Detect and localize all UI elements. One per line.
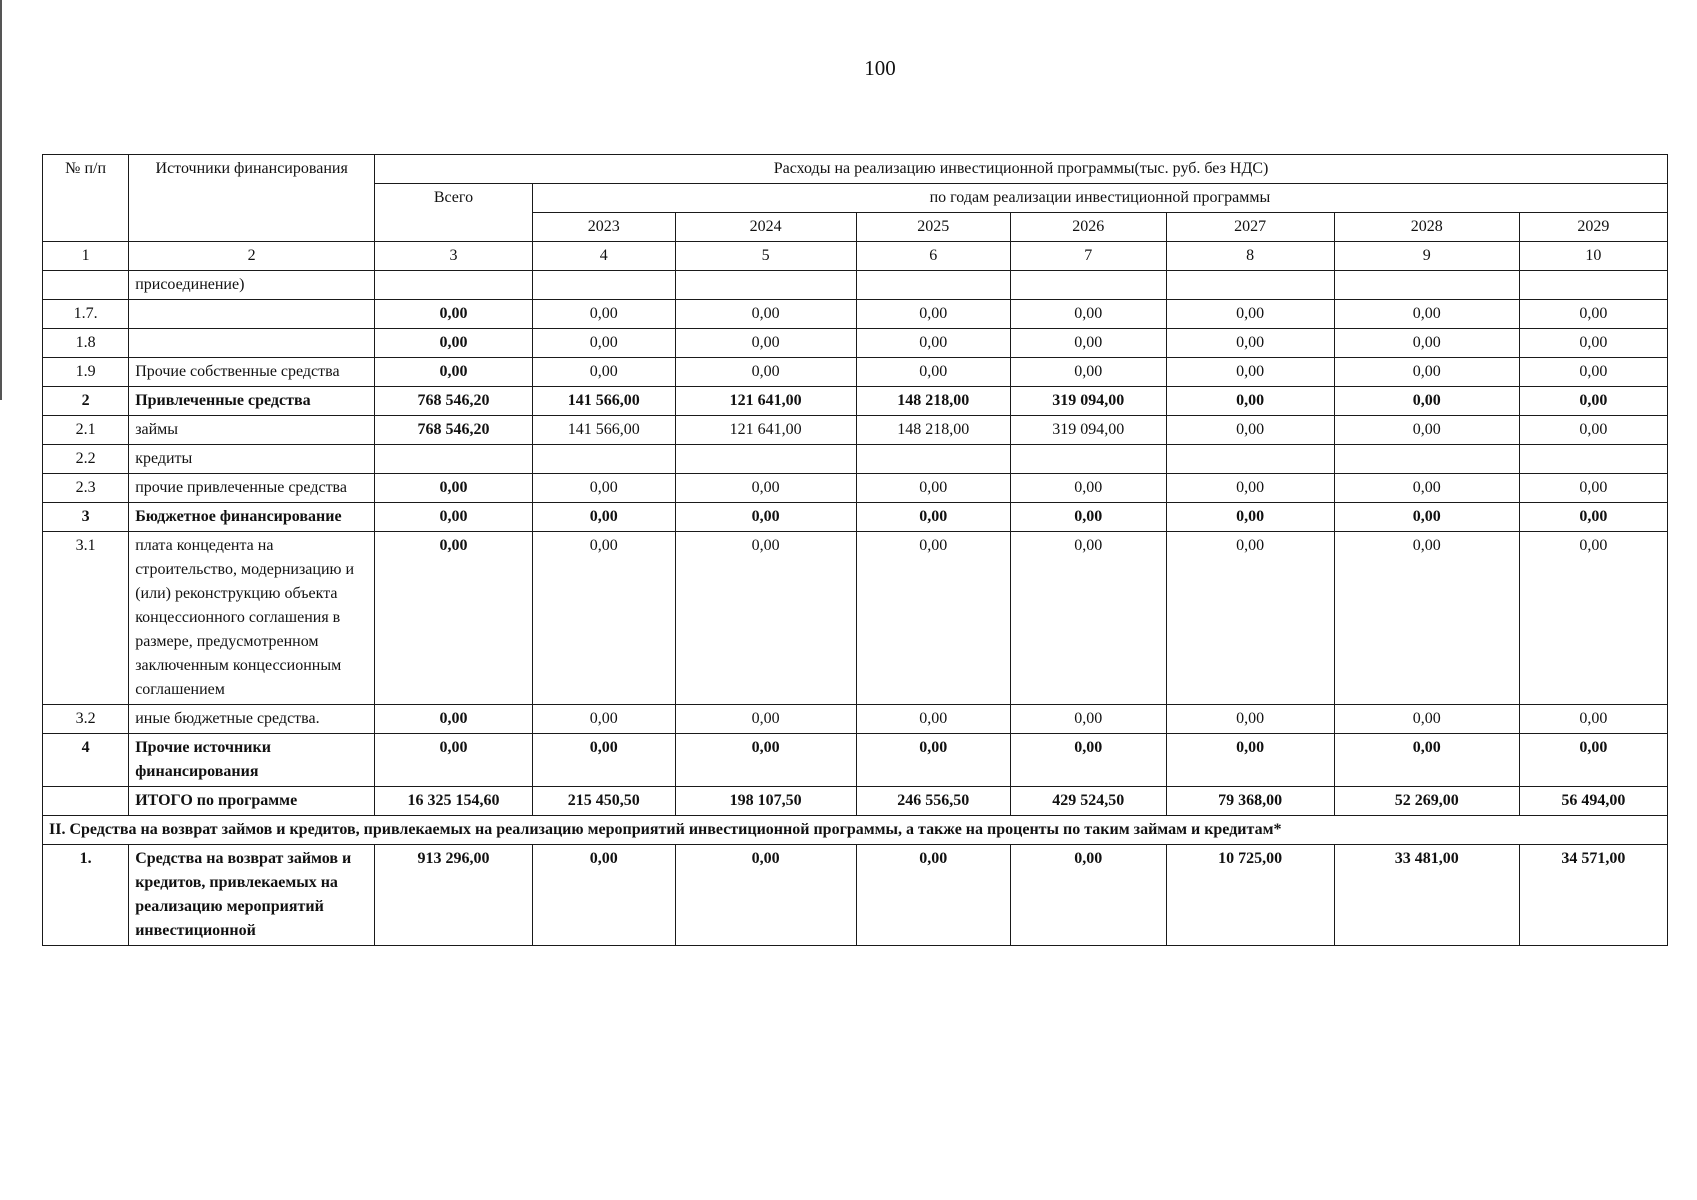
header-year: 2028 (1334, 213, 1519, 242)
row-value: 0,00 (532, 503, 675, 532)
row-value (1011, 445, 1167, 474)
section-2-title: II. Средства на возврат займов и кредитов, привлекаемых на реализацию мероприятий инвестиционной программы, а также на проценты по таким займам и кредитам* (43, 816, 1668, 845)
row-value: 10 725,00 (1166, 845, 1334, 946)
row-value: 0,00 (1011, 705, 1167, 734)
row-source: займы (129, 416, 375, 445)
row-value: 0,00 (1166, 705, 1334, 734)
header-year: 2026 (1011, 213, 1167, 242)
row-value: 0,00 (1011, 474, 1167, 503)
row-value: 0,00 (532, 300, 675, 329)
row-source: кредиты (129, 445, 375, 474)
row-index: 2 (43, 387, 129, 416)
row-source: Средства на возврат займов и кредитов, привлекаемых на реализацию мероприятий инвестиционной (129, 845, 375, 946)
row-value: 0,00 (1519, 358, 1667, 387)
row-value: 0,00 (675, 705, 856, 734)
row-source: ИТОГО по программе (129, 787, 375, 816)
column-number: 4 (532, 242, 675, 271)
header-total: Всего (375, 184, 533, 242)
row-index: 1. (43, 845, 129, 946)
column-number: 2 (129, 242, 375, 271)
row-total: 0,00 (375, 358, 533, 387)
row-value: 0,00 (1334, 300, 1519, 329)
table-row (43, 329, 1668, 358)
row-value (1011, 271, 1167, 300)
row-index (43, 787, 129, 816)
column-number: 8 (1166, 242, 1334, 271)
row-value: 0,00 (1334, 503, 1519, 532)
table-row (43, 300, 1668, 329)
row-value (856, 445, 1011, 474)
row-source: Бюджетное финансирование (129, 503, 375, 532)
row-value: 0,00 (532, 329, 675, 358)
row-source: иные бюджетные средства. (129, 705, 375, 734)
row-index: 3.2 (43, 705, 129, 734)
table-row (43, 416, 1668, 445)
row-value: 0,00 (675, 734, 856, 787)
row-value: 0,00 (856, 734, 1011, 787)
row-value: 0,00 (1166, 329, 1334, 358)
row-value (1519, 445, 1667, 474)
row-value: 0,00 (1166, 734, 1334, 787)
row-value: 0,00 (1166, 358, 1334, 387)
row-value: 34 571,00 (1519, 845, 1667, 946)
row-value: 429 524,50 (1011, 787, 1167, 816)
row-value: 0,00 (1011, 300, 1167, 329)
financing-table (42, 154, 1668, 946)
row-total: 16 325 154,60 (375, 787, 533, 816)
row-value (1334, 271, 1519, 300)
row-value: 0,00 (1166, 532, 1334, 705)
header-col-num: № п/п (43, 155, 129, 242)
row-value: 0,00 (1011, 532, 1167, 705)
row-value: 0,00 (1519, 474, 1667, 503)
row-value: 79 368,00 (1166, 787, 1334, 816)
row-total: 0,00 (375, 705, 533, 734)
row-value: 319 094,00 (1011, 387, 1167, 416)
row-value: 319 094,00 (1011, 416, 1167, 445)
row-value: 0,00 (1166, 503, 1334, 532)
row-value: 0,00 (856, 503, 1011, 532)
row-value: 0,00 (1011, 734, 1167, 787)
row-value: 0,00 (1519, 329, 1667, 358)
column-number: 3 (375, 242, 533, 271)
row-value: 246 556,50 (856, 787, 1011, 816)
row-value: 0,00 (1334, 416, 1519, 445)
row-value: 121 641,00 (675, 416, 856, 445)
header-year: 2024 (675, 213, 856, 242)
row-index: 4 (43, 734, 129, 787)
row-value: 0,00 (1166, 387, 1334, 416)
row-total: 0,00 (375, 329, 533, 358)
row-index (43, 271, 129, 300)
row-value: 0,00 (1011, 329, 1167, 358)
header-by-years: по годам реализации инвестиционной программы (532, 184, 1667, 213)
row-value: 0,00 (1519, 705, 1667, 734)
row-value: 0,00 (1166, 474, 1334, 503)
row-value: 0,00 (1011, 358, 1167, 387)
row-total: 0,00 (375, 734, 533, 787)
row-index: 3 (43, 503, 129, 532)
table-body (43, 155, 1668, 946)
row-value: 33 481,00 (1334, 845, 1519, 946)
row-value: 0,00 (856, 300, 1011, 329)
row-source: Прочие источники финансирования (129, 734, 375, 787)
row-value (675, 271, 856, 300)
column-number: 6 (856, 242, 1011, 271)
row-source: присоединение) (129, 271, 375, 300)
column-number: 7 (1011, 242, 1167, 271)
row-value: 0,00 (532, 705, 675, 734)
row-value: 56 494,00 (1519, 787, 1667, 816)
row-value: 52 269,00 (1334, 787, 1519, 816)
row-index: 2.1 (43, 416, 129, 445)
row-value (532, 445, 675, 474)
header-year: 2025 (856, 213, 1011, 242)
row-index: 2.2 (43, 445, 129, 474)
table-row (43, 532, 1668, 705)
row-value (1334, 445, 1519, 474)
table-row (43, 445, 1668, 474)
row-value: 0,00 (1334, 474, 1519, 503)
row-index: 1.7. (43, 300, 129, 329)
table-row (43, 734, 1668, 787)
row-value: 0,00 (856, 845, 1011, 946)
row-value: 0,00 (675, 358, 856, 387)
row-value: 0,00 (1166, 300, 1334, 329)
row-total: 768 546,20 (375, 416, 533, 445)
row-value: 0,00 (856, 705, 1011, 734)
row-value (675, 445, 856, 474)
column-numbers-row (43, 242, 1668, 271)
row-value: 0,00 (675, 300, 856, 329)
financing-sheet (42, 154, 1668, 946)
table-row (43, 787, 1668, 816)
row-value: 141 566,00 (532, 416, 675, 445)
column-number: 9 (1334, 242, 1519, 271)
row-value: 0,00 (1334, 532, 1519, 705)
row-index: 2.3 (43, 474, 129, 503)
row-value: 0,00 (532, 532, 675, 705)
row-value: 0,00 (1519, 416, 1667, 445)
row-value (1166, 445, 1334, 474)
row-value: 0,00 (856, 474, 1011, 503)
column-number: 1 (43, 242, 129, 271)
row-source: Прочие собственные средства (129, 358, 375, 387)
table-row (43, 387, 1668, 416)
row-value: 0,00 (1519, 532, 1667, 705)
row-total: 0,00 (375, 503, 533, 532)
column-number: 10 (1519, 242, 1667, 271)
row-value: 0,00 (675, 532, 856, 705)
row-total: 913 296,00 (375, 845, 533, 946)
row-source (129, 329, 375, 358)
row-value (1519, 271, 1667, 300)
row-value: 0,00 (532, 358, 675, 387)
row-value: 0,00 (532, 845, 675, 946)
page-number: 100 (864, 56, 896, 80)
row-value: 0,00 (1334, 705, 1519, 734)
row-value: 0,00 (856, 358, 1011, 387)
row-value: 0,00 (675, 474, 856, 503)
row-value: 0,00 (675, 329, 856, 358)
row-value: 0,00 (1519, 300, 1667, 329)
row-source (129, 300, 375, 329)
table-row (43, 503, 1668, 532)
table-row (43, 474, 1668, 503)
row-total: 768 546,20 (375, 387, 533, 416)
row-value: 215 450,50 (532, 787, 675, 816)
row-value: 0,00 (856, 532, 1011, 705)
row-value: 148 218,00 (856, 416, 1011, 445)
header-year: 2029 (1519, 213, 1667, 242)
header-year: 2027 (1166, 213, 1334, 242)
row-value (856, 271, 1011, 300)
row-total: 0,00 (375, 474, 533, 503)
header-row-1 (43, 155, 1668, 184)
row-total (375, 271, 533, 300)
column-number: 5 (675, 242, 856, 271)
row-value: 141 566,00 (532, 387, 675, 416)
row-value: 0,00 (1011, 503, 1167, 532)
row-source: прочие привлеченные средства (129, 474, 375, 503)
row-value: 0,00 (856, 329, 1011, 358)
header-col-source: Источники финансирования (129, 155, 375, 242)
row-value (1166, 271, 1334, 300)
row-source: плата концедента на строительство, модернизацию и (или) реконструкцию объекта концессионного соглашения в размере, предусмотренном заключенным концессионным соглашением (129, 532, 375, 705)
row-value: 0,00 (1334, 734, 1519, 787)
header-year: 2023 (532, 213, 675, 242)
row-index: 3.1 (43, 532, 129, 705)
row-index: 1.8 (43, 329, 129, 358)
row-total: 0,00 (375, 532, 533, 705)
row-value: 0,00 (1519, 734, 1667, 787)
row-value: 0,00 (1519, 503, 1667, 532)
row-value: 0,00 (1334, 387, 1519, 416)
row-value: 0,00 (532, 474, 675, 503)
section-2-title-row (43, 816, 1668, 845)
row-total (375, 445, 533, 474)
row-value: 121 641,00 (675, 387, 856, 416)
row-value: 0,00 (1334, 358, 1519, 387)
row-value: 0,00 (675, 503, 856, 532)
row-value: 148 218,00 (856, 387, 1011, 416)
row-value: 0,00 (1011, 845, 1167, 946)
table-row (43, 358, 1668, 387)
row-value: 0,00 (1334, 329, 1519, 358)
row-index: 1.9 (43, 358, 129, 387)
row-value: 0,00 (1519, 387, 1667, 416)
row-value: 198 107,50 (675, 787, 856, 816)
row-value: 0,00 (532, 734, 675, 787)
row-value: 0,00 (1166, 416, 1334, 445)
row-total: 0,00 (375, 300, 533, 329)
header-expenses: Расходы на реализацию инвестиционной программы(тыс. руб. без НДС) (375, 155, 1668, 184)
table-row (43, 845, 1668, 946)
row-source: Привлеченные средства (129, 387, 375, 416)
table-row (43, 705, 1668, 734)
table-row (43, 271, 1668, 300)
row-value: 0,00 (675, 845, 856, 946)
row-value (532, 271, 675, 300)
